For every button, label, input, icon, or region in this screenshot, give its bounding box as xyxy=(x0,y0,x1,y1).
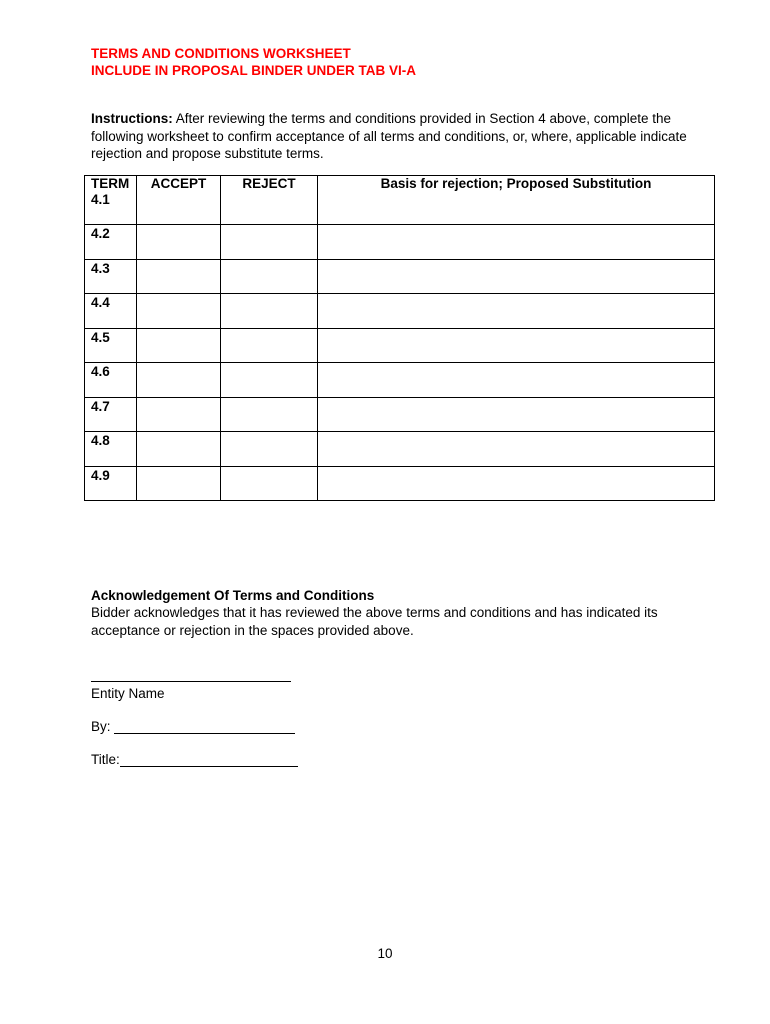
accept-cell[interactable] xyxy=(137,192,221,225)
table-header-row xyxy=(85,176,715,193)
reject-cell[interactable] xyxy=(221,294,318,329)
header-basis: Basis for rejection; Proposed Substitution xyxy=(318,176,715,193)
term-cell: 4.7 xyxy=(85,397,137,432)
basis-cell[interactable] xyxy=(318,466,715,501)
acknowledgement-title: Acknowledgement Of Terms and Conditions xyxy=(91,588,375,603)
term-cell: 4.9 xyxy=(85,466,137,501)
header-term: TERM xyxy=(85,176,137,193)
worksheet-heading xyxy=(91,45,416,79)
instructions-paragraph xyxy=(91,110,691,163)
table-row xyxy=(85,294,715,329)
accept-cell[interactable] xyxy=(137,328,221,363)
reject-cell[interactable] xyxy=(221,432,318,467)
reject-cell[interactable] xyxy=(221,259,318,294)
accept-cell[interactable] xyxy=(137,466,221,501)
terms-worksheet-table xyxy=(84,175,715,501)
table-row xyxy=(85,259,715,294)
basis-cell[interactable] xyxy=(318,363,715,398)
accept-cell[interactable] xyxy=(137,363,221,398)
instructions-text: After reviewing the terms and conditions provided in Section 4 above, complete the following worksheet to confirm acceptance of all terms and conditions, or, where, applicable indicate rejection and propose substitute terms. xyxy=(91,111,687,161)
page-number: 10 xyxy=(377,946,393,961)
reject-cell[interactable] xyxy=(221,225,318,260)
accept-cell[interactable] xyxy=(137,397,221,432)
term-cell: 4.1 xyxy=(85,192,137,225)
basis-cell[interactable] xyxy=(318,225,715,260)
header-accept: ACCEPT xyxy=(137,176,221,193)
term-cell: 4.4 xyxy=(85,294,137,329)
basis-cell[interactable] xyxy=(318,259,715,294)
table-row xyxy=(85,192,715,225)
table-row xyxy=(85,328,715,363)
entity-name-label: Entity Name xyxy=(91,686,165,701)
acknowledgement-text: Bidder acknowledges that it has reviewed the above terms and conditions and has indicated its acceptance or rejection in the spaces provided above. xyxy=(91,605,658,638)
accept-cell[interactable] xyxy=(137,432,221,467)
worksheet-subtitle: INCLUDE IN PROPOSAL BINDER UNDER TAB VI-A xyxy=(91,63,417,78)
basis-cell[interactable] xyxy=(318,397,715,432)
basis-cell[interactable] xyxy=(318,432,715,467)
reject-cell[interactable] xyxy=(221,328,318,363)
reject-cell[interactable] xyxy=(221,466,318,501)
term-cell: 4.8 xyxy=(85,432,137,467)
accept-cell[interactable] xyxy=(137,259,221,294)
instructions-label: Instructions: xyxy=(91,111,173,126)
reject-cell[interactable] xyxy=(221,397,318,432)
term-cell: 4.5 xyxy=(85,328,137,363)
term-cell: 4.2 xyxy=(85,225,137,260)
header-reject: REJECT xyxy=(221,176,318,193)
term-cell: 4.3 xyxy=(85,259,137,294)
term-cell: 4.6 xyxy=(85,363,137,398)
table-row xyxy=(85,397,715,432)
title-label: Title: xyxy=(91,752,120,767)
title-signature-line[interactable] xyxy=(120,766,298,767)
basis-cell[interactable] xyxy=(318,328,715,363)
table-row xyxy=(85,225,715,260)
table-row xyxy=(85,466,715,501)
accept-cell[interactable] xyxy=(137,225,221,260)
basis-cell[interactable] xyxy=(318,192,715,225)
reject-cell[interactable] xyxy=(221,192,318,225)
by-label: By: xyxy=(91,719,111,734)
table-row xyxy=(85,363,715,398)
accept-cell[interactable] xyxy=(137,294,221,329)
table-row xyxy=(85,432,715,467)
entity-name-line[interactable] xyxy=(91,681,291,682)
basis-cell[interactable] xyxy=(318,294,715,329)
reject-cell[interactable] xyxy=(221,363,318,398)
worksheet-title: TERMS AND CONDITIONS WORKSHEET xyxy=(91,46,351,61)
by-signature-line[interactable] xyxy=(114,733,295,734)
